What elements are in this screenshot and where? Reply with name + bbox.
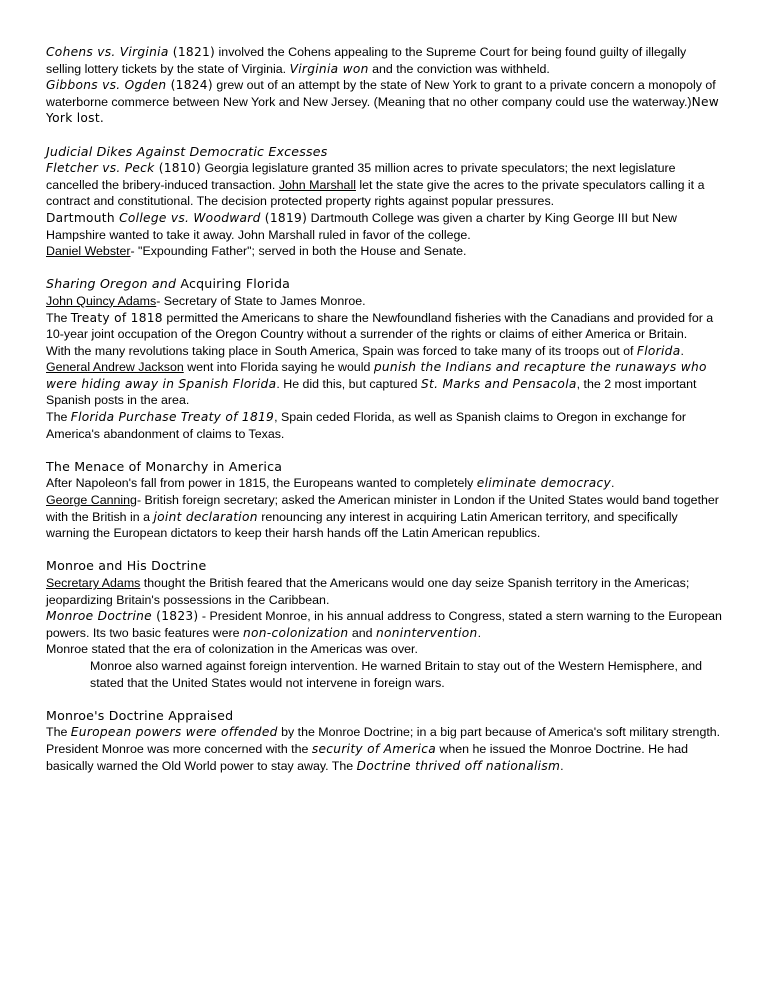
jackson-text-d: , the 2 most important Spanish posts in the area. <box>46 376 697 408</box>
document-page <box>46 44 722 791</box>
paragraph-dartmouth <box>46 210 722 243</box>
adams-text: - Secretary of State to James Monroe. <box>156 293 366 308</box>
george-canning-link[interactable]: George Canning <box>46 493 137 508</box>
paragraph-gibbons <box>46 77 722 127</box>
napoleon-end: . <box>611 476 615 491</box>
paragraph-cohens <box>46 44 722 77</box>
florida-term: Florida <box>636 343 681 358</box>
paragraph-security <box>46 741 722 774</box>
doctrine-and: and <box>348 625 376 640</box>
paragraph-canning <box>46 492 722 542</box>
section-monroe-doctrine <box>46 558 722 691</box>
paragraph-colonization-over: Monroe stated that the era of colonization in the Americas was over. <box>46 642 418 657</box>
secretary-adams-text: thought the British feared that the Americans would one day seize Spanish territory in the Americas; jeopardizing Britain's possessions in the Caribbean. <box>46 576 690 607</box>
eliminate-democracy: eliminate democracy <box>476 476 612 491</box>
gibbons-lost: New York lost. <box>46 94 720 126</box>
webster-text: - "Expounding Father"; served in both the House and Senate. <box>130 244 467 259</box>
fletcher-title-rest: vs. Peck <box>98 161 155 176</box>
paragraph-jackson <box>46 343 722 409</box>
fletcher-year: (1810) <box>154 161 202 176</box>
napoleon-text: After Napoleon's fall from power in 1815, the Europeans wanted to completely <box>46 476 477 491</box>
dartmouth-title: Dartmouth <box>46 210 115 225</box>
european-text: by the Monroe Doctrine; in a big part because of America's soft military strength. <box>277 725 721 740</box>
jackson-mission: punish the Indians and recapture the runaways who were hiding away in Spanish Florida <box>46 360 707 391</box>
european-powers-offended: European powers were offended <box>70 725 278 740</box>
paragraph-secretary-adams <box>46 575 722 608</box>
doctrine-end: . <box>477 625 482 640</box>
john-quincy-adams-link[interactable]: John Quincy Adams <box>46 293 157 308</box>
section-supreme-court-cases <box>46 44 722 127</box>
heading-oregon-florida <box>46 276 722 293</box>
doctrine-year: (1823) <box>151 609 199 624</box>
security-of-america: security of America <box>311 741 436 756</box>
section-doctrine-appraised <box>46 708 722 774</box>
dartmouth-title-rest: College vs. Woodward <box>114 210 261 225</box>
dartmouth-year: (1819) <box>260 210 308 225</box>
fletcher-text-b: let the state give the acres to the private speculators calling it a contract and constitutional. The decision protected property rights against popular pressures. <box>46 177 705 209</box>
treaty-prefix: The <box>46 310 71 325</box>
andrew-jackson-link[interactable]: General Andrew Jackson <box>46 360 184 375</box>
st-marks-pensacola: St. Marks and Pensacola <box>421 376 577 391</box>
heading-menace-monarchy: The Menace of Monarchy in America <box>46 458 283 474</box>
nonintervention: nonintervention <box>375 625 478 640</box>
doctrine-thrived: Doctrine thrived off nationalism <box>356 758 561 773</box>
paragraph-florida-purchase <box>46 409 722 442</box>
heading-judicial-dikes: Judicial Dikes Against Democratic Excesses <box>46 143 328 159</box>
period: . <box>680 343 684 358</box>
canning-text-a: - British foreign secretary; asked the American minister in London if the United States would band together with the British in a <box>46 493 719 524</box>
european-prefix: The <box>46 725 71 740</box>
cohens-year: (1821) <box>168 45 216 59</box>
paragraph-european-powers <box>46 724 722 741</box>
section-judicial-dikes <box>46 144 722 260</box>
heading-oregon-part-a: Sharing Oregon and <box>46 276 181 292</box>
secretary-adams-link[interactable]: Secretary Adams <box>46 576 141 590</box>
treaty-1818-title: Treaty of 1818 <box>70 310 163 325</box>
security-text-a: President Monroe was more concerned with the <box>46 741 312 756</box>
jackson-text-a: went into Florida saying he would <box>183 360 374 375</box>
security-text-b: when he issued the Monroe Doctrine. He had basically warned the Old World power to stay away. The <box>46 741 689 773</box>
dartmouth-text: Dartmouth College was given a charter by King George III but New Hampshire wanted to take it away. John Marshall ruled in favor of the college. <box>46 210 677 242</box>
florida-purchase-treaty: Florida Purchase Treaty of 1819 <box>70 410 275 425</box>
purchase-prefix: The <box>46 410 71 425</box>
daniel-webster-link[interactable]: Daniel Webster <box>46 244 131 259</box>
heading-doctrine-appraised: Monroe's Doctrine Appraised <box>46 707 234 723</box>
treaty-1818-text: permitted the Americans to share the Newfoundland fisheries with the Canadians and provided for a 10-year joint occupation of the Oregon Country without a surrender of the rights or claims of either America or Britain. <box>46 310 714 342</box>
gibbons-year: (1824) <box>166 78 213 93</box>
paragraph-fletcher <box>46 160 722 210</box>
gibbons-text: grew out of an attempt by the state of New York to grant to a private concern a monopoly of waterborne commerce between New York and New Jersey. (Meaning that no other company could use the waterway.) <box>46 78 716 109</box>
paragraph-doctrine-1823 <box>46 608 722 641</box>
cohens-case-title-rest: vs. Virginia <box>93 45 169 59</box>
cohens-text-b: and the conviction was withheld. <box>368 61 550 76</box>
cohens-won: Virginia won <box>289 61 369 76</box>
joint-declaration: joint declaration <box>153 509 258 524</box>
john-marshall-link[interactable]: John Marshall <box>278 177 356 192</box>
fletcher-title: Fletcher <box>46 161 99 176</box>
paragraph-foreign-intervention: Monroe also warned against foreign intervention. He warned Britain to stay out of the Western Hemisphere, and stated that the United States would not intervene in foreign wars. <box>90 658 703 690</box>
paragraph-webster <box>46 243 722 260</box>
cohens-text-a: involved the Cohens appealing to the Supreme Court for being found guilty of illegally selling lottery tickets by the state of Virginia. <box>46 45 687 76</box>
paragraph-napoleon <box>46 475 722 492</box>
monroe-doctrine-title: Monroe Doctrine <box>46 609 152 624</box>
cohens-case-title: Cohens <box>46 45 94 59</box>
security-end: . <box>560 758 564 773</box>
jackson-text-c: . He did this, but captured <box>276 376 421 391</box>
heading-oregon-part-b: Acquiring Florida <box>180 276 291 292</box>
paragraph-adams <box>46 293 722 310</box>
heading-monroe-doctrine: Monroe and His Doctrine <box>46 558 207 574</box>
section-menace-monarchy <box>46 459 722 542</box>
canning-text-b: renouncing any interest in acquiring Latin American territory, and specifically warning the European dictators to keep their harsh hands off the Latin American republics. <box>46 509 678 541</box>
purchase-text: , Spain ceded Florida, as well as Spanish claims to Oregon in exchange for America's abandonment of claims to Texas. <box>46 410 686 441</box>
fletcher-text-a: Georgia legislature granted 35 million acres to private speculators; the next legislature cancelled the bribery-induced transaction. <box>46 161 676 192</box>
non-colonization: non-colonization <box>242 625 349 640</box>
revolutions-text: With the many revolutions taking place in South America, Spain was forced to take many of its troops out of <box>46 343 637 358</box>
gibbons-case-title: Gibbons vs. Ogden <box>46 78 167 93</box>
section-oregon-florida <box>46 276 722 442</box>
doctrine-text-a: - President Monroe, in his annual address to Congress, stated a stern warning to the European powers. Its two basic features were <box>46 609 722 640</box>
paragraph-treaty-1818 <box>46 310 722 343</box>
